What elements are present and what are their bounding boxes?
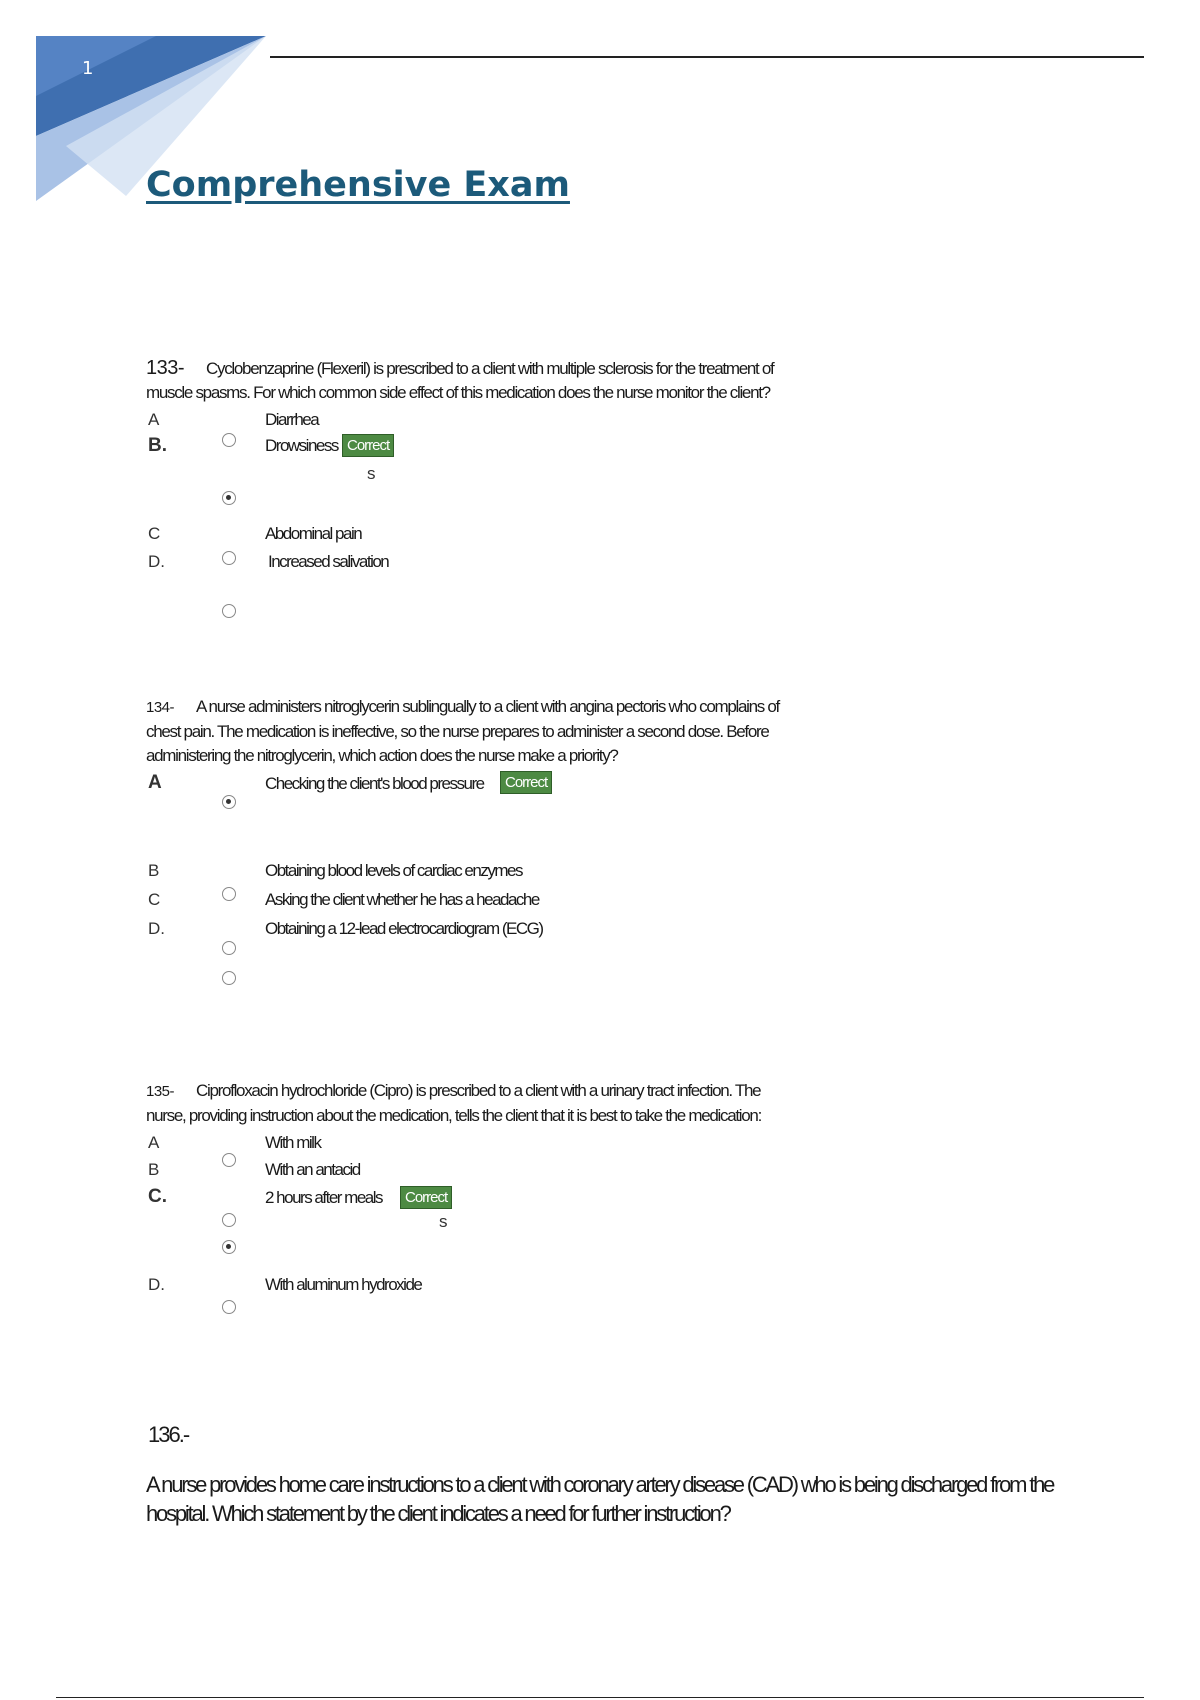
question-number: 133- <box>146 357 185 379</box>
question-text: 134- A nurse administers nitroglycerin sublingually to a client with angina pectoris who complains of chest pain. The medication is ineffective, so the nurse prepares to administer a second dose. Before administering the nitroglycerin, which action does the nurse make a priority? <box>146 697 779 765</box>
radio-option-a[interactable] <box>222 1153 236 1167</box>
radio-option-b[interactable] <box>222 1213 236 1227</box>
footer-rule <box>56 1697 1144 1698</box>
option-letter-c: C <box>148 890 161 909</box>
option-text-a: Checking the client's blood pressure <box>265 774 484 793</box>
question-number-136: 136.- <box>148 1422 189 1447</box>
question-133 <box>146 356 786 405</box>
option-letter-a: A <box>148 410 160 429</box>
option-letter-b: B <box>148 1160 160 1179</box>
option-text-b: Drowsiness <box>265 436 338 455</box>
radio-option-d[interactable] <box>222 604 236 618</box>
option-letter-b: B <box>148 861 160 880</box>
radio-option-d[interactable] <box>222 971 236 985</box>
page-title: Comprehensive Exam <box>146 165 570 205</box>
correct-badge: Correct <box>500 771 552 794</box>
option-letter-d: D. <box>148 1275 165 1294</box>
option-text-b: Obtaining blood levels of cardiac enzymes <box>265 861 522 880</box>
suffix-mark: s <box>439 1212 448 1231</box>
option-text-b: With an antacid <box>265 1160 360 1179</box>
question-text-136: A nurse provides home care instructions to a client with coronary artery disease (CAD) who is being discharged from the hospital. Which statement by the client indicates a need for further instruction? <box>146 1472 1054 1526</box>
radio-option-a[interactable] <box>222 433 236 447</box>
option-text-a: Diarrhea <box>265 410 319 429</box>
option-text-a: With milk <box>265 1133 321 1152</box>
question-text: 135- Ciprofloxacin hydrochloride (Cipro) is prescribed to a client with a urinary tract infection. The nurse, providing instruction about the medication, tells the client that it is best to take the medication: <box>146 1081 761 1125</box>
question-135 <box>146 1079 786 1128</box>
option-text-c: Abdominal pain <box>265 524 362 543</box>
radio-option-b[interactable] <box>222 887 236 901</box>
option-letter-c: C <box>148 524 161 543</box>
question-text: 133- Cyclobenzaprine (Flexeril) is prescribed to a client with multiple sclerosis for the treatment of muscle spasms. For which common side effect of this medication does the nurse monitor the client? <box>146 357 774 402</box>
radio-option-c[interactable] <box>222 941 236 955</box>
page-number: 1 <box>82 58 94 79</box>
option-letter-b: B. <box>148 435 167 456</box>
correct-badge: Correct <box>342 434 394 457</box>
question-134 <box>146 695 786 768</box>
option-letter-a: A <box>148 1133 160 1152</box>
radio-option-c[interactable] <box>222 1240 236 1254</box>
option-letter-c: C. <box>148 1186 167 1207</box>
radio-option-c[interactable] <box>222 551 236 565</box>
option-letter-d: D. <box>148 552 165 571</box>
radio-option-d[interactable] <box>222 1300 236 1314</box>
option-letter-a: A <box>148 772 162 793</box>
option-text-d: Obtaining a 12-lead electrocardiogram (ECG) <box>265 919 543 938</box>
question-number: 135- <box>146 1083 175 1100</box>
question-number: 134- <box>146 699 175 716</box>
radio-option-b[interactable] <box>222 491 236 505</box>
option-text-d: Increased salivation <box>268 552 389 571</box>
option-text-c: 2 hours after meals <box>265 1188 383 1207</box>
header-rule <box>270 56 1144 58</box>
option-text-c: Asking the client whether he has a headache <box>265 890 539 909</box>
radio-option-a[interactable] <box>222 795 236 809</box>
correct-badge: Correct <box>400 1186 452 1209</box>
option-letter-d: D. <box>148 919 165 938</box>
option-text-d: With aluminum hydroxide <box>265 1275 422 1294</box>
suffix-mark: s <box>367 464 376 483</box>
